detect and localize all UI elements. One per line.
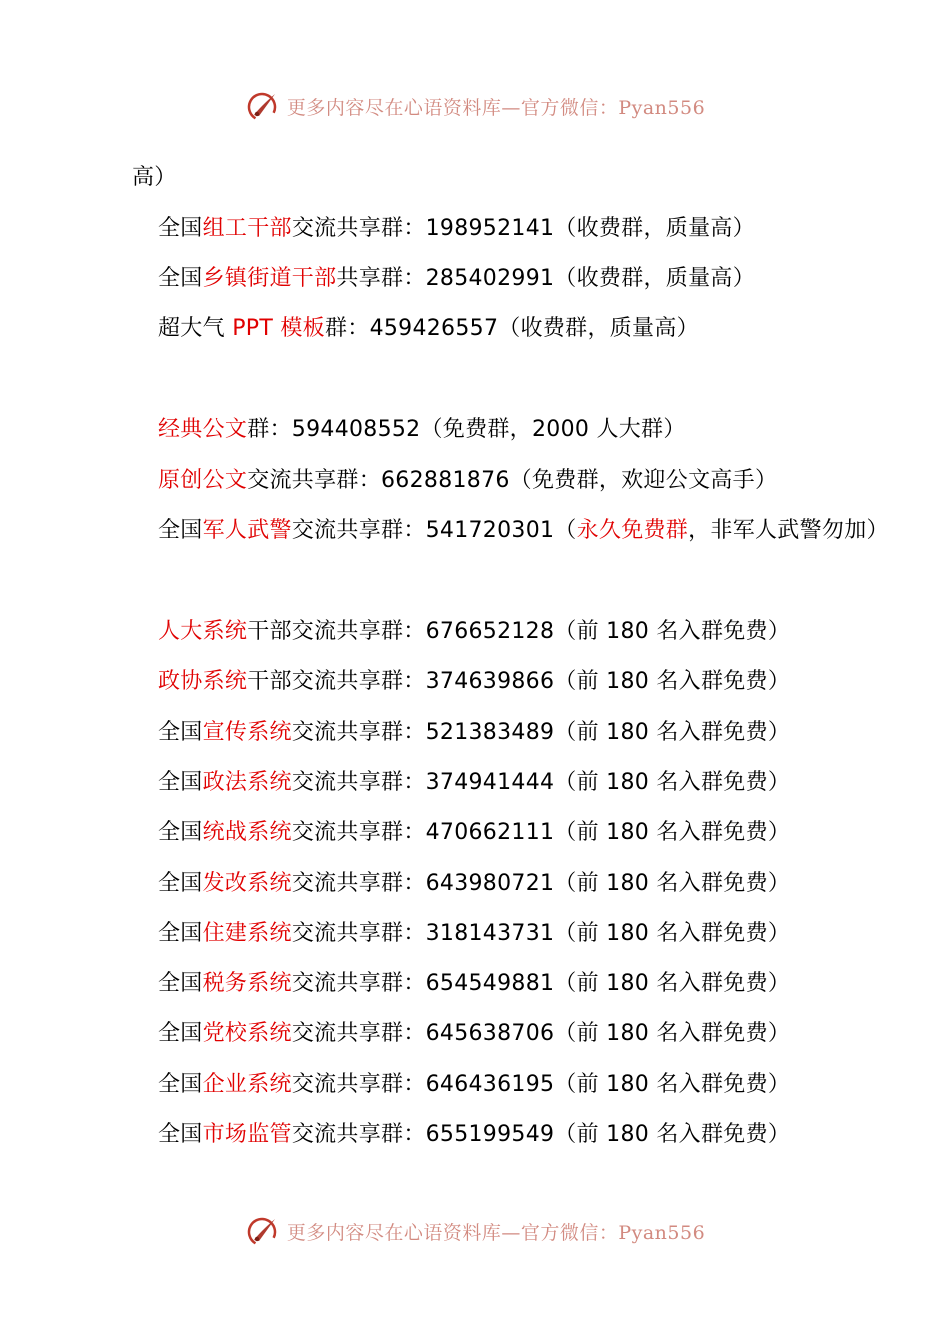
body-text: 交流共享群：643980721（前 180 名入群免费） [291, 871, 791, 896]
highlight-text: 税务系统 [202, 971, 292, 996]
brush-logo-icon [245, 1213, 281, 1249]
watermark-text: 更多内容尽在心语资料库—官方微信：Pyan556 [286, 96, 706, 119]
body-text: 共享群：285402991（收费群，质量高） [336, 266, 755, 291]
highlight-text: 永久免费群 [576, 518, 689, 543]
text-line [158, 667, 790, 697]
text-line [158, 818, 790, 848]
body-text: 全国 [158, 1122, 203, 1147]
highlight-text: 经典公文 [158, 417, 248, 442]
body-text: 高） [132, 165, 177, 190]
highlight-text: 企业系统 [202, 1072, 292, 1097]
highlight-text: 统战系统 [202, 820, 292, 845]
text-line [132, 163, 177, 193]
body-text: 全国 [158, 770, 203, 795]
body-text: 干部交流共享群：374639866（前 180 名入群免费） [247, 669, 791, 694]
highlight-text: 政法系统 [202, 770, 292, 795]
body-text: 全国 [158, 871, 203, 896]
text-line [158, 969, 790, 999]
body-text: 全国 [158, 921, 203, 946]
body-text: 全国 [158, 971, 203, 996]
highlight-text: 军人武警 [202, 518, 292, 543]
body-text: 全国 [158, 216, 203, 241]
body-text: 全国 [158, 820, 203, 845]
text-line [158, 1070, 790, 1100]
body-text: 超大气 [158, 316, 233, 341]
body-text: 交流共享群：662881876（免费群，欢迎公文高手） [247, 468, 778, 493]
text-line [158, 415, 686, 445]
text-line [158, 869, 790, 899]
body-text: 交流共享群：646436195（前 180 名入群免费） [291, 1072, 791, 1097]
highlight-text: 政协系统 [158, 669, 248, 694]
body-text: 交流共享群：541720301（ [291, 518, 577, 543]
highlight-text: 市场监管 [202, 1122, 292, 1147]
body-text: 全国 [158, 518, 203, 543]
watermark-text: 更多内容尽在心语资料库—官方微信：Pyan556 [286, 1221, 706, 1244]
body-text: 群：594408552（免费群，2000 人大群） [247, 417, 686, 442]
text-line [158, 718, 790, 748]
highlight-text: 人大系统 [158, 619, 248, 644]
text-line [158, 768, 790, 798]
text-line [158, 466, 777, 496]
highlight-text: 发改系统 [202, 871, 292, 896]
body-text: 交流共享群：374941444（前 180 名入群免费） [291, 770, 791, 795]
highlight-text: 乡镇街道干部 [202, 266, 337, 291]
text-line [158, 516, 889, 546]
page-header-watermark [0, 86, 950, 126]
page-footer-watermark [0, 1211, 950, 1251]
text-line [158, 314, 699, 344]
text-line [158, 264, 755, 294]
body-text: 群：459426557（收费群，质量高） [324, 316, 699, 341]
text-line [158, 919, 790, 949]
body-text: 交流共享群：521383489（前 180 名入群免费） [291, 720, 791, 745]
body-text: 交流共享群：318143731（前 180 名入群免费） [291, 921, 791, 946]
text-line [158, 617, 790, 647]
text-line [158, 1120, 790, 1150]
body-text: 交流共享群：654549881（前 180 名入群免费） [291, 971, 791, 996]
highlight-text: 组工干部 [202, 216, 292, 241]
body-text: 交流共享群：198952141（收费群，质量高） [291, 216, 755, 241]
text-line [158, 1019, 790, 1049]
body-text: 交流共享群：645638706（前 180 名入群免费） [291, 1021, 791, 1046]
text-line [158, 214, 755, 244]
highlight-text: PPT 模板 [232, 316, 325, 341]
highlight-text: 党校系统 [202, 1021, 292, 1046]
body-text: 全国 [158, 266, 203, 291]
highlight-text: 宣传系统 [202, 720, 292, 745]
body-text: 全国 [158, 1072, 203, 1097]
body-text: ，非军人武警勿加） [688, 518, 889, 543]
body-text: 全国 [158, 720, 203, 745]
body-text: 交流共享群：655199549（前 180 名入群免费） [291, 1122, 791, 1147]
highlight-text: 原创公文 [158, 468, 248, 493]
brush-logo-icon [245, 88, 281, 124]
body-text: 交流共享群：470662111（前 180 名入群免费） [291, 820, 791, 845]
body-text: 干部交流共享群：676652128（前 180 名入群免费） [247, 619, 791, 644]
body-text: 全国 [158, 1021, 203, 1046]
highlight-text: 住建系统 [202, 921, 292, 946]
